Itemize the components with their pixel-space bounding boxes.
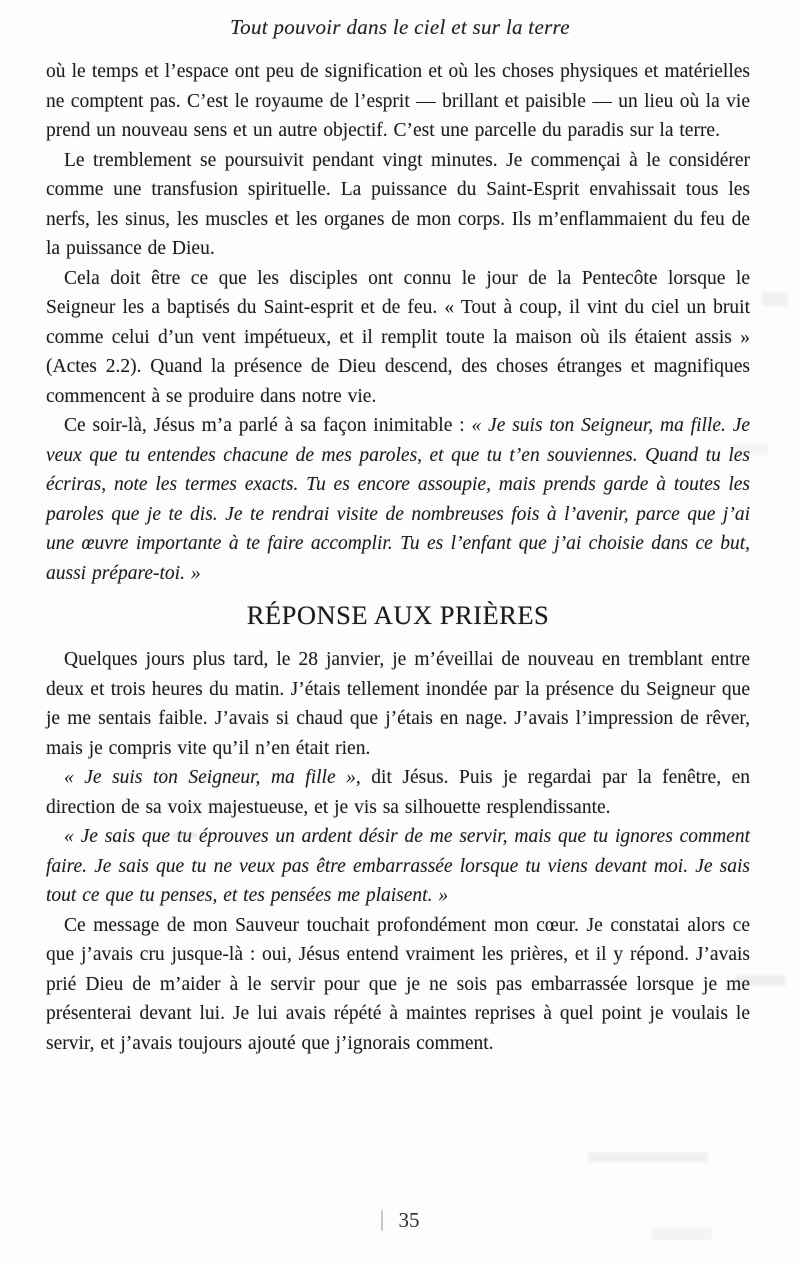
paragraph-dit-jesus [46, 763, 750, 822]
paragraph-text: , dit Jésus. Puis je regardai par la fenêtre, en direction de sa voix majestueuse, et je vis sa silhouette resplendissante. [46, 767, 750, 818]
paragraph-continuation [46, 57, 750, 146]
running-head: Tout pouvoir dans le ciel et sur la terre [230, 15, 570, 39]
paragraph-tremblement [46, 146, 750, 264]
paragraph-message-sauveur [46, 911, 750, 1059]
paragraph-text: Quelques jours plus tard, le 28 janvier, je m’éveillai de nouveau en tremblant entre deux et trois heures du matin. J’étais tellement inondée par la présence du Seigneur que je me sentais faible. J’avais si chaud que j’étais en nage. J’avais l’impression de rêver, mais je compris vite qu’il n’en était rien. [46, 649, 750, 759]
paragraph-lead-in: Ce soir-là, Jésus m’a parlé à sa façon inimitable : [64, 415, 472, 436]
paragraph-text: où le temps et l’espace ont peu de signification et où les choses physiques et matérielles ne comptent pas. C’est le royaume de l’esprit — brillant et paisible — un lieu où la vie prend un nouveau sens et un autre objectif. C’est une parcelle du paradis sur la terre. [46, 61, 750, 141]
paragraph-28-janvier [46, 645, 750, 763]
page-footer [0, 1208, 800, 1233]
section-heading: RÉPONSE AUX PRIÈRES [246, 600, 550, 630]
paragraph-text: Le tremblement se poursuivit pendant vingt minutes. Je commençai à le considérer comme une transfusion spirituelle. La puissance du Saint-Esprit envahissait tous les nerfs, les sinus, les muscles et les organes de mon corps. Ils m’enflammaient du feu de la puissance de Dieu. [46, 149, 750, 259]
scan-artifact [588, 1152, 708, 1162]
paragraph-text: Cela doit être ce que les disciples ont connu le jour de la Pentecôte lorsque le Seigneur les a baptisés du Saint-esprit et de feu. « Tout à coup, il vint du ciel un bruit comme celui d’un vent impétueux, et il remplit toute la maison où ils étaient assis » (Actes 2.2). Quand la présence de Dieu descend, des choses étranges et magnifiques commencent à se produire dans notre vie. [46, 267, 750, 407]
paragraph-text: Ce message de mon Sauveur touchait profondément mon cœur. Je constatai alors ce que j’avais cru jusque-là : oui, Jésus entend vraiment les prières, et il y répond. J’avais prié Dieu de m’aider à le servir pour que je ne sois pas embarrassée lorsque je me présenterai devant lui. Je lui avais répété à maintes reprises à quel point je voulais le servir, et j’avais toujours ajouté que j’ignorais comment. [46, 914, 750, 1054]
quote-seigneur-italic: « Je suis ton Seigneur, ma fille » [64, 767, 356, 788]
paragraph-pentecote [46, 264, 750, 412]
paragraph-je-sais [46, 822, 750, 911]
quote-je-sais-italic: « Je sais que tu éprouves un ardent désir de me servir, mais que tu ignores comment faire. Je sais que tu ne veux pas être embarrassée lorsque tu viens devant moi. Je sais tout ce que tu penses, et tes pensées me plaisent. » [46, 826, 750, 906]
scan-fold-mark [381, 1210, 383, 1231]
page-number: 35 [398, 1208, 420, 1232]
quote-jesus-italic: « Je suis ton Seigneur, ma fille. Je veux que tu entendes chacune de mes paroles, et que tu t’en souviennes. Quand tu les écriras, note les termes exacts. Tu es encore assoupie, mais prends garde à toutes les paroles que je te dis. Je te rendrai visite de nombreuses fois à l’avenir, parce que j’ai une œuvre importante à te faire accomplir. Tu es l’enfant que j’ai choisie dans ce but, aussi prépare-toi. » [46, 415, 751, 584]
scan-artifact [762, 292, 788, 306]
text-block [46, 57, 750, 1058]
paragraph-jesus-parle [46, 411, 750, 588]
